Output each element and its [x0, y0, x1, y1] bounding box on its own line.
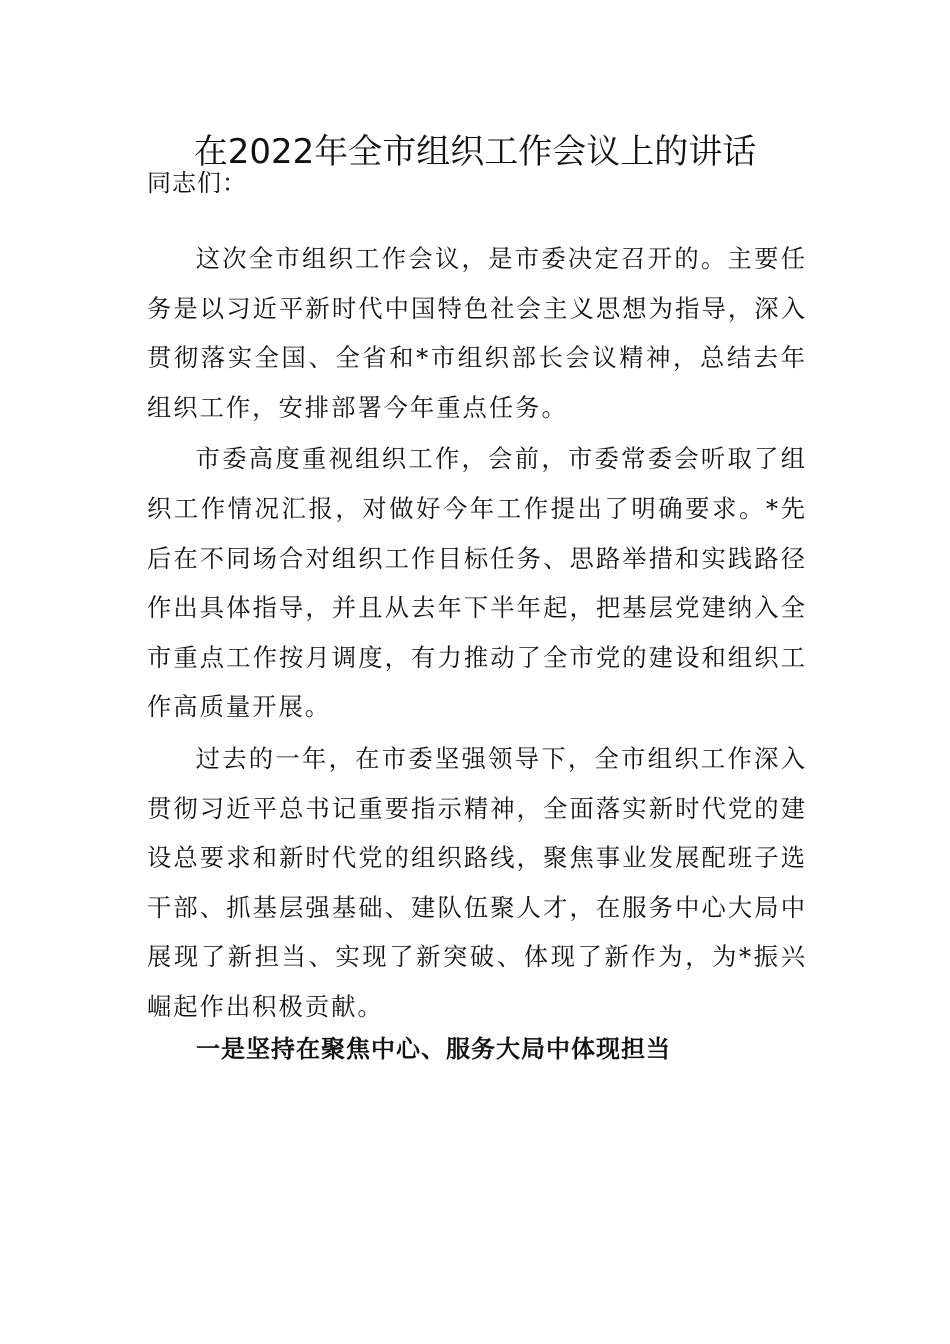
document-title: 在2022年全市组织工作会议上的讲话 [193, 132, 757, 172]
paragraph-1: 这次全市组织工作会议，是市委决定召开的。主要任务是以习近平新时代中国特色社会主义思想为指导，深入贯彻落实全国、全省和*市组织部长会议精神，总结去年组织工作，安排部署今年重点任务。 [147, 244, 807, 422]
salutation: 同志们： [147, 169, 247, 197]
paragraph-3: 过去的一年，在市委坚强领导下，全市组织工作深入贯彻习近平总书记重要指示精神，全面落实新时代党的建设总要求和新时代党的组织路线，聚焦事业发展配班子选干部、抓基层强基础、建队伍聚人才，在服务中心大局中展现了新担当、实现了新突破、体现了新作为，为*振兴崛起作出积极贡献。 [147, 743, 807, 1021]
section-heading: 一是坚持在聚焦中心、服务大局中体现担当 [196, 1035, 671, 1063]
document-body [147, 158, 807, 1032]
paragraph-2: 市委高度重视组织工作，会前，市委常委会听取了组织工作情况汇报，对做好今年工作提出了明确要求。*先后在不同场合对组织工作目标任务、思路举措和实践路径作出具体指导，并且从去年下半年起，把基层党建纳入全市重点工作按月调度，有力推动了全市党的建设和组织工作高质量开展。 [147, 444, 807, 722]
